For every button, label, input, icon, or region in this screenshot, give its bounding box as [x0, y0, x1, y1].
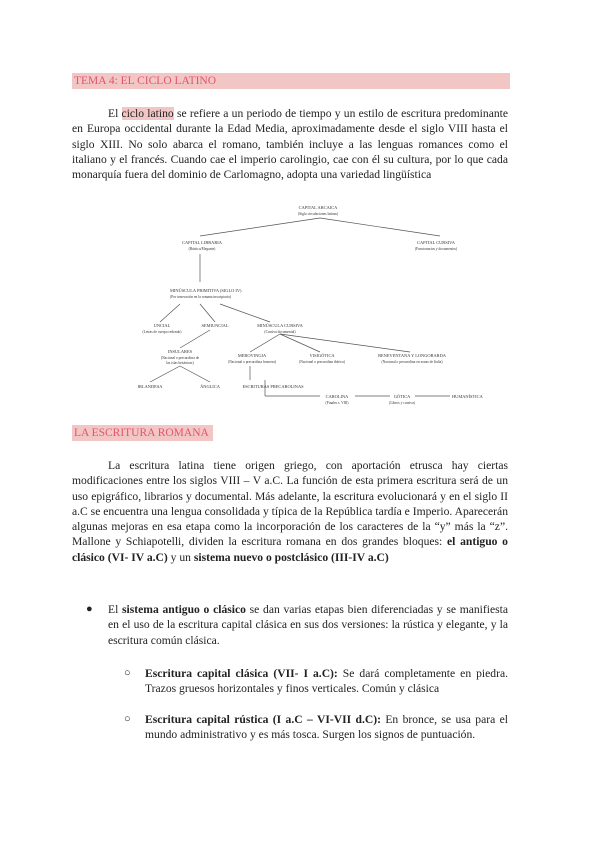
section-heading-tema4: TEMA 4: EL CICLO LATINO: [72, 73, 510, 89]
node-humanistica: HUMANÍSTICA: [452, 394, 483, 399]
node-capital-cursiva-note: (Funcionarios y documentos): [414, 247, 458, 251]
bullet-sistema-antiguo: El sistema antiguo o clásico se dan varias etapas bien diferenciadas y se manifiesta en el uso de la escritura capital clásica en sus dos versiones: la rústica y elegante, y la escritura común clásica.: [108, 603, 508, 647]
sub-bullet-capital-rustica: Escritura capital rústica (I a.C – VI-VII d.C): En bronce, se usa para el mundo administrativo y es más tosca. Surgen los signos de puntuación.: [145, 713, 508, 742]
node-escrituras-precarolinas: ESCRITURAS PRECAROLINAS: [242, 384, 304, 389]
node-merovingia-note: (Nacional o precarolina francesa): [228, 360, 276, 364]
node-visigotica: VISIGÓTICA: [309, 353, 335, 358]
node-capital-arcaica-note: (Siglo circulaciones latinas): [297, 212, 339, 216]
node-uncial: UNCIAL: [153, 323, 171, 328]
circle-bullet-icon: ○: [124, 667, 131, 679]
node-beneventana-note: (Nacional o precarolina en zonas de Italia): [381, 360, 443, 364]
highlight-ciclo-latino: ciclo latino: [121, 107, 174, 120]
section-heading-escritura-romana: LA ESCRITURA ROMANA: [72, 425, 213, 441]
node-minuscula-cursiva-note: (Cursiva documental): [264, 330, 296, 334]
node-merovingia: MEROVINGIA: [237, 353, 267, 358]
script-evolution-diagram: [137, 196, 483, 408]
node-minuscula-cursiva: MINÚSCULA CURSIVA: [257, 323, 303, 328]
node-insulares-note-1: (Nacional o precarolina de: [160, 356, 200, 360]
node-minuscula-primitiva: MINÚSCULA PRIMITIVA (SIGLO IV): [170, 288, 242, 293]
node-insulares-note-2: las islas británicas): [166, 361, 194, 365]
node-capital-arcaica: CAPITAL ARCAICA: [298, 205, 338, 210]
bullet-icon: ●: [86, 603, 93, 615]
node-capital-libraria: CAPITAL LIBRARIA: [182, 240, 222, 245]
circle-bullet-icon: ○: [124, 713, 131, 725]
node-gotica: GÓTICA: [393, 394, 411, 399]
node-uncial-note: (Letras de cuerpo redondo): [142, 330, 182, 334]
node-gotica-note: (Libros y cursiva): [389, 401, 415, 405]
romana-paragraph: La escritura latina tiene origen griego, con aportación etrusca hay ciertas modificaciones entre los siglos VIII – V a.C. La función de esta primera escritura será de un uso epigráfico, librarios y documental. Más adelante, la escritura evolucionará y en el siglo II a.C se encuentra una lengua consolidada y típica de la República tardía e Imperio. Aparecerán algunas mejoras en esa etapa como la incorporación de los caracteres de la “y” más la “z”. Mallone y Schiapotelli, dividen la escritura romana en dos grandes bloques: el antiguo o clásico (VI- IV a.C) y un sistema nuevo o postclásico (III-IV a.C): [72, 459, 508, 564]
node-carolina-note: (Finales s. VIII): [325, 401, 349, 405]
node-minuscula-primitiva-note: (Por innovación en la romana inscriptoria): [170, 295, 231, 299]
node-capital-libraria-note: (Rústica/Elegante): [188, 247, 216, 251]
sub-bullet-capital-clasica: Escritura capital clásica (VII- I a.C): Se dará completamente en piedra. Trazos gruesos horizontales y finos verticales. Común y clásica: [145, 667, 508, 696]
node-insulares: INSULARES: [167, 349, 193, 354]
node-semiuncial: SEMIUNCIAL: [201, 323, 229, 328]
node-capital-cursiva: CAPITAL CURSIVA: [417, 240, 455, 245]
intro-paragraph: El ciclo latino se refiere a un periodo de tiempo y un estilo de escritura predominante en Europa occidental durante la Edad Media, aproximadamente desde el siglo VIII hasta el siglo XIII. No solo abarca el romano, también incluye a las lenguas romances como el italiano y el francés. Cuando cae el imperio carolingio, cae con él su cultura, por lo que cada monarquía fuera del dominio de Carlomagno, adopta una variedad lingüística: [72, 107, 509, 182]
node-visigotica-note: (Nacional o precarolina ibérica): [299, 360, 345, 364]
node-beneventana: BENEVENTANA Y LONGOBARDA: [378, 353, 446, 358]
node-anglica: ÁNGLICA: [200, 384, 220, 389]
node-carolina: CAROLINA: [325, 394, 349, 399]
node-irlandesa: IRLANDESA: [137, 384, 163, 389]
